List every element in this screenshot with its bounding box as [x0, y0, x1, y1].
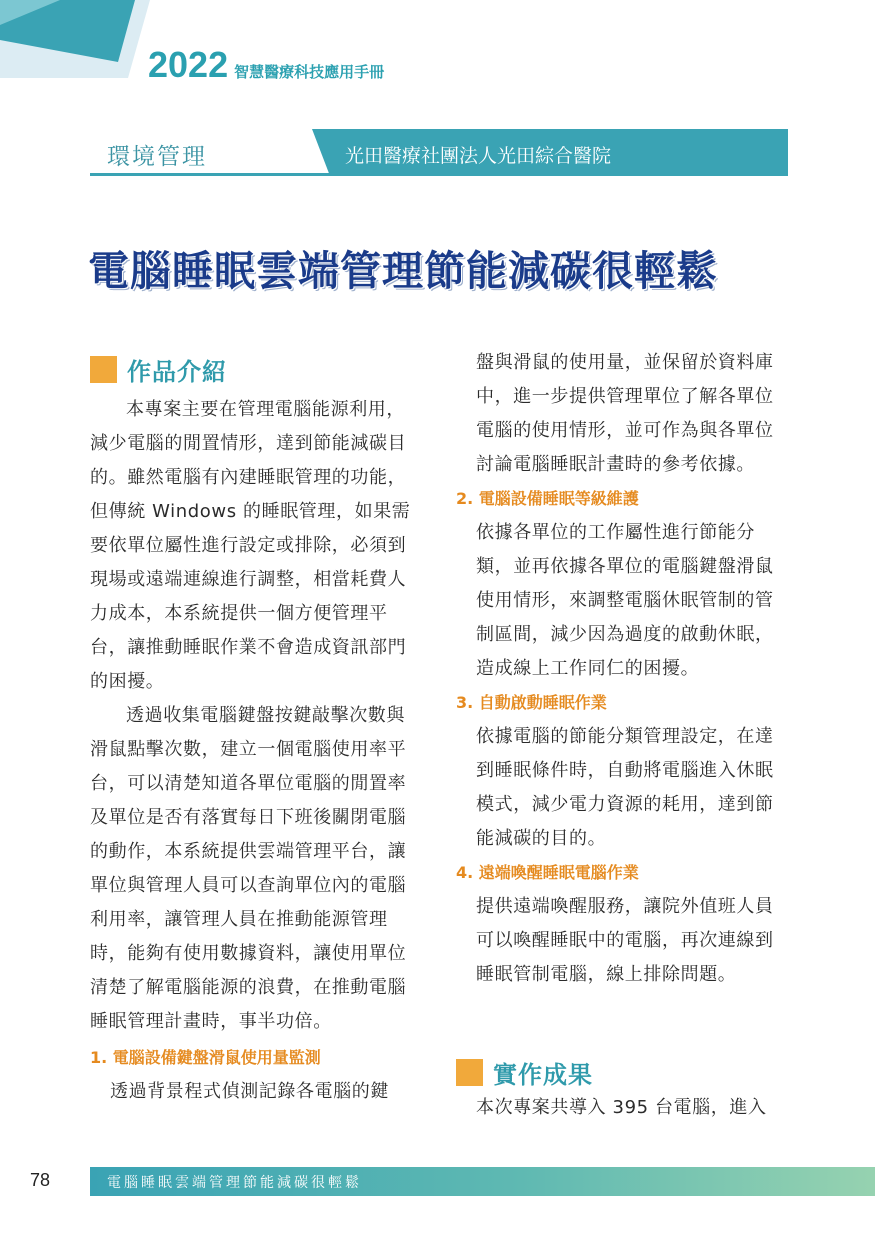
section-heading-results: [456, 1055, 593, 1090]
intro-paragraph: 本專案主要在管理電腦能源利用，減少電腦的閒置情形，達到節能減碳目的。雖然電腦有內建睡眠管理的功能，但傳統 Windows 的睡眠管理，如果需要依單位屬性進行設定或排除，必須到現場或遠端連線進行調整，相當耗費人力成本，本系統提供一個方便管理平台，讓推動睡眠作業不會造成資訊部門的困擾。: [90, 399, 411, 692]
category-label: 環境管理: [107, 144, 207, 170]
item-heading: 3. 自動啟動睡眠作業: [456, 693, 607, 712]
item-body: 依據電腦的節能分類管理設定，在達到睡眠條件時，自動將電腦進入休眠模式，減少電力資源的耗用，達到節能減碳的目的。: [476, 726, 774, 849]
section-marker-icon: [456, 1059, 483, 1086]
results-paragraph: 本次專案共導入 395 台電腦，進入: [476, 1097, 767, 1118]
footer-title: 電腦睡眠雲端管理節能減碳很輕鬆: [107, 1175, 362, 1191]
section-heading-label: 實作成果: [493, 1061, 593, 1089]
page-number: 78: [30, 1170, 51, 1190]
item-heading: 2. 電腦設備睡眠等級維護: [456, 489, 639, 508]
article-title: 電腦睡眠雲端管理節能減碳很輕鬆: [88, 247, 718, 295]
intro-paragraph: 透過收集電腦鍵盤按鍵敲擊次數與滑鼠點擊次數，建立一個電腦使用率平台，可以清楚知道各單位電腦的閒置率及單位是否有落實每日下班後關閉電腦的動作，本系統提供雲端管理平台，讓單位與管理人員可以查詢單位內的電腦利用率，讓管理人員在推動能源管理時，能夠有使用數據資料，讓使用單位清楚了解電腦能源的浪費，在推動電腦睡眠管理計畫時，事半功倍。: [90, 705, 407, 1032]
book-header: [148, 44, 384, 86]
footer-bar: [90, 1167, 875, 1196]
organization-name: 光田醫療社團法人光田綜合醫院: [345, 145, 612, 167]
section-heading-label: 作品介紹: [127, 358, 227, 386]
item-heading: 4. 遠端喚醒睡眠電腦作業: [456, 863, 639, 882]
item-body: 提供遠端喚醒服務，讓院外值班人員可以喚醒睡眠中的電腦，再次連線到睡眠管制電腦，線上排除問題。: [476, 896, 774, 985]
item-body: 透過背景程式偵測記錄各電腦的鍵: [110, 1081, 389, 1102]
section-marker-icon: [90, 356, 117, 383]
category-bar: [90, 129, 788, 176]
book-year: 2022: [148, 44, 229, 85]
item-body: 依據各單位的工作屬性進行節能分類，並再依據各單位的電腦鍵盤滑鼠使用情形，來調整電腦休眠管制的管制區間，減少因為過度的啟動休眠，造成線上工作同仁的困擾。: [476, 522, 774, 679]
item-body: 盤與滑鼠的使用量，並保留於資料庫中，進一步提供管理單位了解各單位電腦的使用情形，並可作為與各單位討論電腦睡眠計畫時的參考依據。: [476, 352, 774, 475]
corner-decoration: [0, 0, 150, 80]
results-body: [476, 1091, 788, 1125]
left-column: [90, 393, 420, 1109]
section-heading-intro: [90, 352, 227, 387]
item-heading: 1. 電腦設備鍵盤滑鼠使用量監測: [90, 1048, 321, 1067]
right-column: [456, 346, 788, 992]
book-title: 智慧醫療科技應用手冊: [234, 63, 385, 81]
